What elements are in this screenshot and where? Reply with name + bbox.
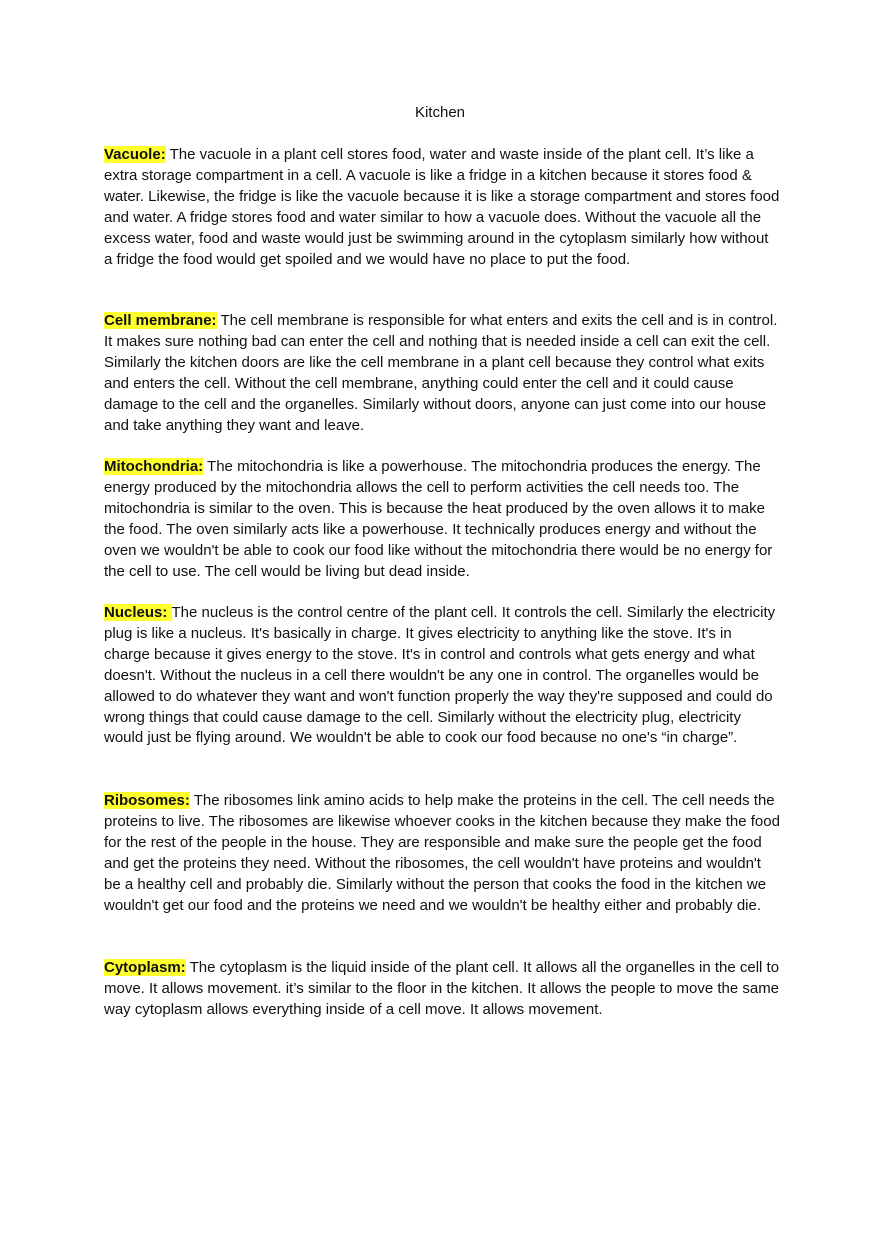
term-highlight-vacuole: Vacuole: [104, 146, 166, 163]
paragraph-text-ribosomes: The ribosomes link amino acids to help make the proteins in the cell. The cell needs the proteins to live. The ribosomes are likewise whoever cooks in the kitchen because they make the food for the rest of the people in the house. They are responsible and make sure the people get the food and get the proteins they need. Without the ribosomes, the cell wouldn't have proteins and wouldn't be a healthy cell and probably die. Similarly without the person that cooks the food in the kitchen we wouldn't get our food and the proteins we need and we wouldn't be healthy either and probably die. [104, 792, 780, 914]
paragraph-mitochondria [104, 457, 780, 582]
term-highlight-ribosomes: Ribosomes: [104, 792, 190, 809]
term-highlight-mitochondria: Mitochondria: [104, 458, 204, 475]
paragraph-text-mitochondria: The mitochondria is like a powerhouse. The mitochondria produces the energy. The energy produced by the mitochondria allows the cell to perform activities the cell needs too. The mitochondria is similar to the oven. This is because the heat produced by the oven allows it to make the food. The oven similarly acts like a powerhouse. It technically produces energy and without the oven we wouldn't be able to cook our food like without the mitochondria there would be no energy for the cell to use. The cell would be living but dead inside. [104, 458, 773, 580]
term-highlight-nucleus: Nucleus: [104, 604, 172, 621]
term-highlight-cell-membrane: Cell membrane: [104, 312, 217, 329]
term-highlight-cytoplasm: Cytoplasm: [104, 959, 186, 976]
paragraph-text-nucleus: The nucleus is the control centre of the plant cell. It controls the cell. Similarly the electricity plug is like a nucleus. It's basically in charge. It gives electricity to anything like the stove. It's in charge because it gives energy to the stove. It's in control and controls what gets energy and what doesn't. Without the nucleus in a cell there wouldn't be any one in control. The organelles would be allowed to do whatever they want and won't function properly the way they're supposed and could do wrong things that could cause damage to the cell. Similarly without the electricity plug, electricity would just be flying around. We wouldn't be able to cook our food because no one's “in charge”. [104, 604, 776, 747]
document-title: Kitchen [414, 104, 466, 121]
paragraph-nucleus [104, 603, 780, 749]
paragraph-text-cytoplasm: The cytoplasm is the liquid inside of the plant cell. It allows all the organelles in the cell to move. It allows movement. it’s similar to the floor in the kitchen. It allows the people to move the same way cytoplasm allows everything inside of a cell move. It allows movement. [104, 959, 780, 1018]
paragraph-ribosomes [104, 791, 780, 916]
paragraph-cell-membrane [104, 311, 780, 436]
paragraph-text-cell-membrane: The cell membrane is responsible for what enters and exits the cell and is in control. It makes sure nothing bad can enter the cell and nothing that is needed inside a cell can exit the cell. Similarly the kitchen doors are like the cell membrane in a plant cell because they control what exits and enters the cell. Without the cell membrane, anything could enter the cell and it could cause damage to the cell and the organelles. Similarly without doors, anyone can just come into our house and take anything they want and leave. [104, 312, 778, 434]
paragraph-text-vacuole: The vacuole in a plant cell stores food, water and waste inside of the plant cell. It’s like a extra storage compartment in a cell. A vacuole is like a fridge in a kitchen because it stores food & water. Likewise, the fridge is like the vacuole because it is like a storage compartment and stores food and water. A fridge stores food and water similar to how a vacuole does. Without the vacuole all the excess water, food and waste would just be swimming around in the cytoplasm similarly how without a fridge the food would get spoiled and we would have no place to put the food. [104, 146, 780, 268]
paragraph-vacuole [104, 145, 780, 270]
paragraph-cytoplasm [104, 958, 780, 1021]
